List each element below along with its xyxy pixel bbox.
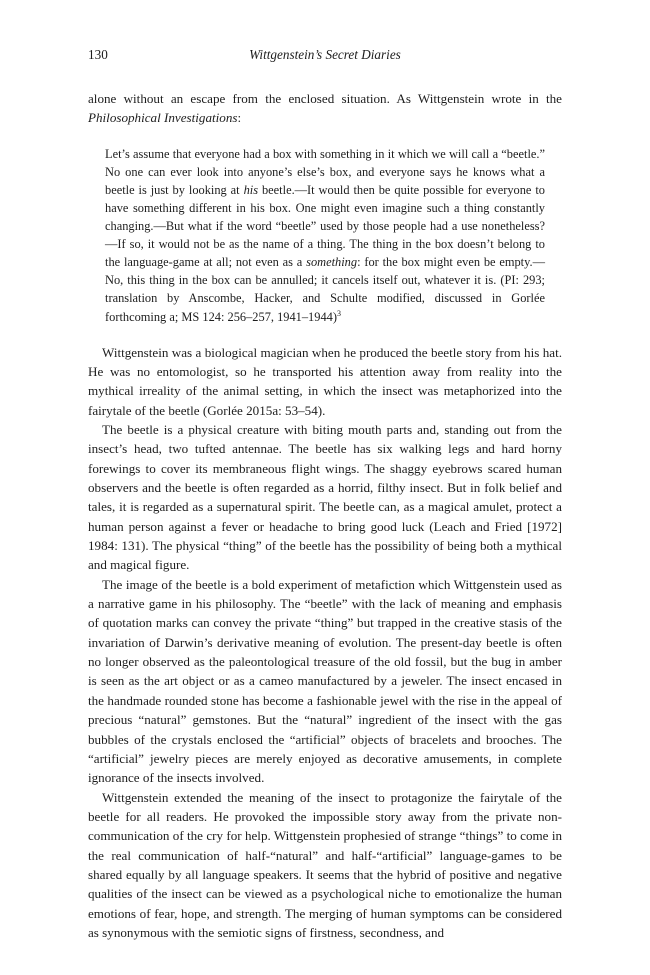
page-number: 130 bbox=[88, 47, 108, 62]
intro-text: alone without an escape from the enclosed situation. As Wittgenstein wrote in the bbox=[88, 91, 562, 106]
quote-italic-1: his bbox=[243, 182, 259, 197]
paragraph-2: The beetle is a physical creature with biting mouth parts and, standing out from the insect’s head, two tufted antennae. The beetle has six walking legs and hard horny forewings to cover its membraneous flight wings. The shaggy eyebrows scared human observers and the beetle is often regarded as a horrid, filthy insect. But in folk belief and tales, it is regarded as a supernatural spirit. The beetle can, as a magical amulet, protect a human person against a fever or headache to bring good luck (Leach and Fried [1972] 1984: 131). The physical “thing” of the beetle has the possibility of being both a mythical and magical figure. bbox=[88, 422, 562, 573]
intro-colon: : bbox=[237, 110, 242, 126]
footnote-marker: 3 bbox=[336, 308, 341, 318]
paragraph-3: The image of the beetle is a bold experiment of metafiction which Wittgenstein used as a narrative game in his philosophy. The “beetle” with the lack of meaning and emphasis of quotation marks can convey the private “thing” but trapped in the creative stasis of the invariation of Darwin’s derivative meaning of evolution. The present-day beetle is often no longer observed as the paleontological treasure of the old fossil, but the bug in amber is seen as the art object or as a cameo manufactured by a jeweler. The insect encased in the handmade rounded stone has become a fashionable jewel with the rise in the appeal of precious “natural” gemstones. But the “natural” ingredient of the insect with the gas bubbles of the crystals enclosed the “artificial” objects of bracelets and brooches. The “artificial” jewelry pieces are merely enjoyed as decorative amusements, in complete ignorance of the insects involved. bbox=[88, 576, 562, 786]
paragraph-1: Wittgenstein was a biological magician when he produced the beetle story from his hat. He was no entomologist, so he transported his attention away from reality into the mythical irreality of the animal setting, in which the insect was metaphorized into the fairytale of the beetle (Gorlée 2015a: 53–54). bbox=[88, 344, 562, 418]
quote-text-2: beetle.—It would then be quite possible for everyone to have something different in his box. One might even imagine such a thing constantly changing.—But what if the word “beetle” used by those people had a use nonetheless?—If so, it would not be as the name of a thing. The thing in the box doesn’t belong to the language-game at all; not even as a bbox=[105, 182, 546, 270]
quote-italic-2: something bbox=[306, 255, 358, 270]
intro-book-title: Philosophical Investigations bbox=[88, 110, 238, 126]
running-header bbox=[88, 47, 562, 67]
intro-paragraph bbox=[88, 89, 562, 128]
running-title: Wittgenstein’s Secret Diaries bbox=[249, 47, 401, 62]
block-quote bbox=[105, 145, 545, 326]
body-text bbox=[88, 89, 562, 942]
paragraph-4: Wittgenstein extended the meaning of the insect to protagonize the fairytale of the beetle for all readers. He provoked the impossible story away from the private non-communication of the cry for help. Wittgenstein prophesied of strange “things” to come in the real communication of half-“natural” and half-“artificial” language-games to be shared equally by all language speakers. It seems that the hybrid of positive and negative qualities of the insect can be viewed as a psychological niche to emotionalize the human emotions of fear, hope, and strength. The merging of human symptoms can be considered as synonymous with the semiotic signs of firstness, secondness, and bbox=[88, 789, 562, 940]
quote-text-1: Let’s assume that everyone had a box with something in it which we will call a “beetle.” No one can ever look into anyone’s else’s box, and everyone says he knows what a beetle is just by looking at bbox=[105, 146, 545, 197]
quote-text-3: : for the box might even be empty.—No, this thing in the box can be annulled; it cancels itself out, whatever it is. (PI: 293; translation by Anscombe, Hacker, and Schulte modified, discussed in Gorlée forthcoming a; MS 124: 256–257, 1941–1944) bbox=[105, 255, 545, 324]
